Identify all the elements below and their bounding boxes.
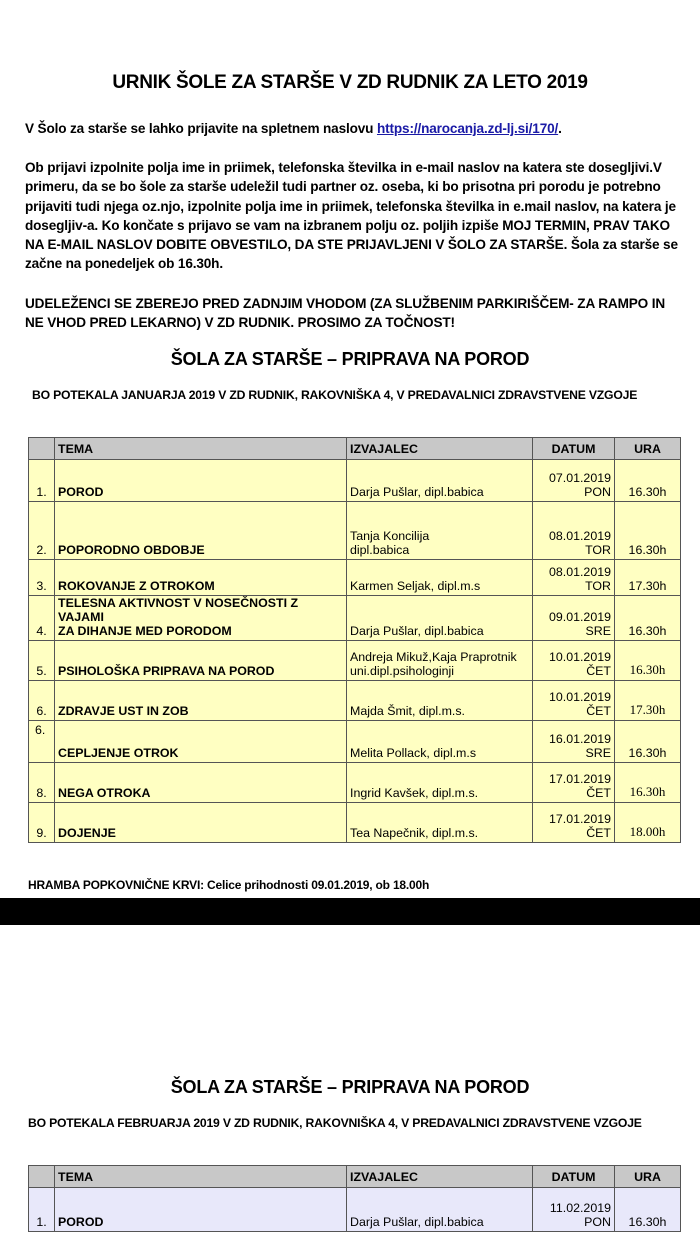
row-date [533, 502, 615, 560]
row-number: 4. [29, 596, 55, 641]
date-value: 08.01.2019 [548, 565, 611, 579]
row-lecturer [347, 721, 533, 763]
topic-line: TELESNA AKTIVNOST V NOSEČNOSTI Z VAJAMI [58, 596, 299, 624]
row-time: 16.30h [615, 641, 681, 681]
day-of-week: SRE [585, 746, 611, 760]
row-date [533, 763, 615, 803]
row-time: 16.30h [615, 721, 681, 763]
date-value: 17.01.2019 [548, 772, 611, 786]
row-topic [55, 803, 347, 843]
row-date [533, 681, 615, 721]
header-tema: TEMA [55, 1166, 347, 1188]
date-value: 16.01.2019 [548, 732, 611, 746]
row-number: 5. [29, 641, 55, 681]
row-lecturer [347, 460, 533, 502]
section-subtitle-february: BO POTEKALA FEBRUARJA 2019 V ZD RUDNIK, RAKOVNIŠKA 4, V PREDAVALNICI ZDRAVSTVENE VZGOJE [28, 1116, 642, 1130]
date-value: 08.01.2019 [548, 529, 611, 543]
schedule-table-february [28, 1165, 681, 1232]
row-time: 18.00h [615, 803, 681, 843]
header-izvajalec: IZVAJALEC [347, 1166, 533, 1188]
row-topic [55, 460, 347, 502]
row-time: 16.30h [615, 460, 681, 502]
lecturer-line: Darja Pušlar, dipl.babica [350, 624, 484, 638]
header-tema: TEMA [55, 438, 347, 460]
date-value: 07.01.2019 [548, 471, 611, 485]
row-number: 1. [29, 460, 55, 502]
topic-line: ROKOVANJE Z OTROKOM [58, 579, 215, 593]
row-topic [55, 596, 347, 641]
table-row [29, 681, 681, 721]
date-value: 09.01.2019 [548, 610, 611, 624]
row-date [533, 560, 615, 596]
row-lecturer [347, 763, 533, 803]
topic-line: CEPLJENJE OTROK [58, 746, 179, 760]
row-date [533, 721, 615, 763]
row-topic [55, 763, 347, 803]
section-title-january: ŠOLA ZA STARŠE – PRIPRAVA NA POROD [170, 349, 530, 369]
page-title: URNIK ŠOLE ZA STARŠE V ZD RUDNIK ZA LETO 2019 [112, 72, 588, 93]
lecturer-line: dipl.babica [350, 543, 410, 557]
day-of-week: PON [584, 485, 611, 499]
row-lecturer [347, 681, 533, 721]
intro-suffix: . [558, 121, 562, 136]
day-of-week: ČET [586, 704, 611, 718]
row-time: 16.30h [615, 502, 681, 560]
intro-paragraph [25, 119, 685, 138]
lecturer-line: Melita Pollack, dipl.m.s [350, 746, 477, 760]
table-row [29, 502, 681, 560]
row-time: 16.30h [615, 763, 681, 803]
day-of-week: PON [584, 1215, 611, 1229]
row-lecturer [347, 502, 533, 560]
section-title-february: ŠOLA ZA STARŠE – PRIPRAVA NA POROD [170, 1077, 530, 1097]
section-subtitle-january: BO POTEKALA JANUARJA 2019 V ZD RUDNIK, RAKOVNIŠKA 4, V PREDAVALNICI ZDRAVSTVENE VZGOJE [32, 388, 638, 402]
row-lecturer [347, 560, 533, 596]
header-izvajalec: IZVAJALEC [347, 438, 533, 460]
header-datum: DATUM [533, 1166, 615, 1188]
day-of-week: ČET [586, 786, 611, 800]
row-topic [55, 502, 347, 560]
row-number: 6. [29, 681, 55, 721]
row-topic [55, 560, 347, 596]
header-ura: URA [615, 1166, 681, 1188]
lecturer-line: Karmen Seljak, dipl.m.s [350, 579, 481, 593]
row-number: 8. [29, 763, 55, 803]
lecturer-line: Tea Napečnik, dipl.m.s. [350, 826, 479, 840]
page-separator-band [0, 898, 700, 925]
topic-line: NEGA OTROKA [58, 786, 151, 800]
topic-line: ZA DIHANJE MED PORODOM [58, 624, 232, 638]
cord-blood-note: HRAMBA POPKOVNIČNE KRVI: Celice prihodnosti 09.01.2019, ob 18.00h [28, 878, 430, 892]
lecturer-line: Majda Šmit, dipl.m.s. [350, 704, 465, 718]
day-of-week: TOR [585, 543, 611, 557]
table-row [29, 641, 681, 681]
date-value: 10.01.2019 [548, 650, 611, 664]
header-num [29, 438, 55, 460]
lecturer-line: Andreja Mikuž,Kaja Praprotnik [350, 650, 517, 664]
table-row [29, 560, 681, 596]
row-topic [55, 681, 347, 721]
topic-line: DOJENJE [58, 826, 116, 840]
topic-line: ZDRAVJE UST IN ZOB [58, 704, 189, 718]
table-row [29, 1188, 681, 1232]
row-time: 17.30h [615, 560, 681, 596]
row-topic [55, 641, 347, 681]
lecturer-line: Darja Pušlar, dipl.babica [350, 485, 484, 499]
row-number: 6. [29, 721, 55, 763]
intro-text: V Šolo za starše se lahko prijavite na spletnem naslovu [25, 121, 377, 136]
header-num [29, 1166, 55, 1188]
date-value: 17.01.2019 [548, 812, 611, 826]
table-header-row [29, 1166, 681, 1188]
topic-line: POROD [58, 485, 104, 499]
row-lecturer [347, 641, 533, 681]
row-number: 3. [29, 560, 55, 596]
table-row [29, 803, 681, 843]
row-number: 9. [29, 803, 55, 843]
schedule-table-january [28, 437, 681, 843]
day-of-week: ČET [586, 826, 611, 840]
topic-line: PSIHOLOŠKA PRIPRAVA NA POROD [58, 664, 275, 678]
header-datum: DATUM [533, 438, 615, 460]
row-number: 1. [29, 1188, 55, 1232]
meeting-point-notice: UDELEŽENCI SE ZBEREJO PRED ZADNJIM VHODOM (ZA SLUŽBENIM PARKIRIŠČEM- ZA RAMPO IN NE VHOD PRED LEKARNO) V ZD RUDNIK. PROSIMO ZA TOČNOST! [25, 296, 666, 331]
header-ura: URA [615, 438, 681, 460]
day-of-week: ČET [586, 664, 611, 678]
lecturer-line: uni.dipl.psihologinji [350, 664, 455, 678]
row-lecturer [347, 803, 533, 843]
row-lecturer [347, 1188, 533, 1232]
registration-instructions: Ob prijavi izpolnite polja ime in priimek, telefonska številka in e-mail naslov na katera ste dosegljivi.V primeru, da se bo šole za starše udeležil tudi partner oz. oseba, ki bo prisotna pri porodu je potrebno prijaviti tudi njega oz.njo, izpolnite polja ime in priimek, telefonska številka in e.mail naslov, na katera je dosegljiv-a. Ko končate s prijavo se vam na izbranem polju oz. poljih izpiše MOJ TERMIN, PRAV TAKO NA E-MAIL NASLOV DOBITE OBVESTILO, DA STE PRIJAVLJENI V ŠOLO ZA STARŠE. Šola za starše se začne na ponedeljek ob 16.30h. [25, 160, 678, 272]
row-time: 16.30h [615, 596, 681, 641]
date-value: 10.01.2019 [548, 690, 611, 704]
row-date [533, 1188, 615, 1232]
row-time: 16.30h [615, 1188, 681, 1232]
row-topic [55, 1188, 347, 1232]
row-topic [55, 721, 347, 763]
table-row [29, 763, 681, 803]
lecturer-line: Ingrid Kavšek, dipl.m.s. [350, 786, 479, 800]
row-date [533, 641, 615, 681]
table-header-row [29, 438, 681, 460]
lecturer-line: Darja Pušlar, dipl.babica [350, 1215, 484, 1229]
day-of-week: SRE [585, 624, 611, 638]
row-date [533, 803, 615, 843]
topic-line: POPORODNO OBDOBJE [58, 543, 205, 557]
registration-link[interactable]: https://narocanja.zd-lj.si/170/ [376, 121, 559, 136]
date-value: 11.02.2019 [549, 1201, 611, 1215]
lecturer-line: Tanja Koncilija [350, 529, 430, 543]
topic-line: POROD [58, 1215, 104, 1229]
row-date [533, 596, 615, 641]
day-of-week: TOR [585, 579, 611, 593]
table-row [29, 460, 681, 502]
row-number: 2. [29, 502, 55, 560]
row-lecturer [347, 596, 533, 641]
table-row [29, 721, 681, 763]
row-date [533, 460, 615, 502]
row-time: 17.30h [615, 681, 681, 721]
table-row [29, 596, 681, 641]
